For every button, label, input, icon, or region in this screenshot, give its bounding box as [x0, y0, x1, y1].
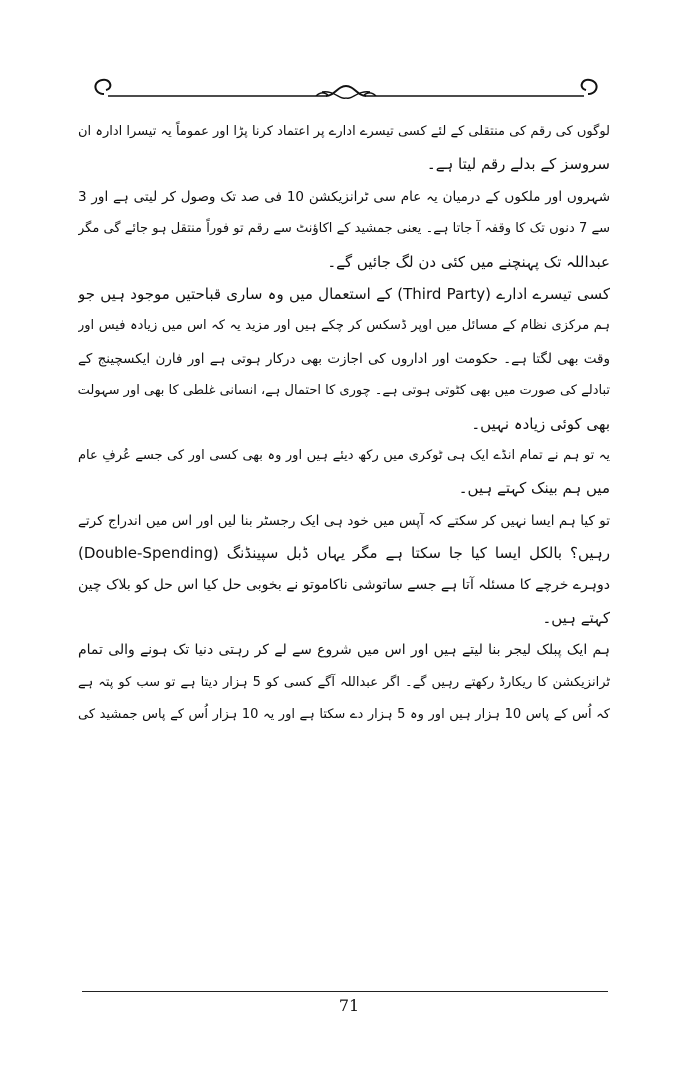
text-line: ٹرانزیکشن کا ریکارڈ رکھتے رہیں گے۔ اگر عبداللہ آگے کسی کو 5 ہزار دیتا ہے تو سب کو پتہ ہے — [78, 674, 610, 690]
paragraph — [78, 116, 610, 181]
text-line: میں ہم بینک کہتے ہیں۔ — [458, 479, 610, 498]
footer-divider — [82, 991, 608, 992]
text-line: کہتے ہیں۔ — [542, 608, 610, 627]
scroll-divider-icon — [90, 72, 602, 106]
text-line: عبداللہ تک پہنچنے میں کئی دن لگ جائیں گے۔ — [327, 252, 610, 271]
page-body-text — [78, 116, 610, 731]
text-line: دوہرے خرچے کا مسئلہ آتا ہے جسے ساتوشی ناکاموتو نے بخوبی حل کیا اس حل کو بلاک چین — [78, 577, 610, 594]
text-line: وقت بھی لگتا ہے۔ حکومت اور اداروں کی اجازت بھی درکار ہوتی ہے اور فارن ایکسچینج کے — [78, 350, 610, 367]
text-line: تبادلے کی صورت میں بھی کٹوتی ہوتی ہے۔ چوری کا احتمال ہے، انسانی غلطی کا بھی اور سہولت — [78, 383, 610, 399]
text-line: یہ تو ہم نے تمام انڈے ایک ہی ٹوکری میں رکھ دیئے ہیں اور وہ بھی کسی اور کی جسے عُرفِ عام — [78, 447, 610, 463]
text-line: بھی کوئی زیادہ نہیں۔ — [471, 414, 610, 433]
text-line: شہروں اور ملکوں کے درمیان یہ عام سی ٹرانزیکشن 10 فی صد تک وصول کر لیتی ہے اور 3 — [78, 188, 610, 205]
text-line: سے 7 دنوں تک کا وقفہ آ جاتا ہے۔ یعنی جمشید کے اکاؤنٹ سے رقم تو فوراً منتقل ہو جائے گی مگر — [78, 221, 610, 237]
page-number: 71 — [338, 996, 360, 1015]
text-line: ہم ایک پبلک لیجر بنا لیتے ہیں اور اس میں شروع سے لے کر رہتی دنیا تک ہونے والی تمام — [78, 642, 610, 659]
paragraph — [78, 440, 610, 505]
text-line: رہیں؟ بالکل ایسا کیا جا سکتا ہے مگر یہاں ڈبل سپینڈنگ (Double-Spending) — [78, 544, 610, 563]
text-line: ہم مرکزی نظام کے مسائل میں اوپر ڈسکس کر چکے ہیں اور مزید یہ کہ اس میں زیادہ فیس اور — [78, 318, 610, 334]
paragraph — [78, 181, 610, 278]
text-line: سروسز کے بدلے رقم لیتا ہے۔ — [426, 155, 610, 174]
text-line: کہ اُس کے پاس 10 ہزار ہیں اور وہ 5 ہزار دے سکتا ہے اور یہ 10 ہزار اُس کے پاس جمشید کی — [78, 707, 610, 723]
paragraph — [78, 278, 610, 440]
paragraph — [78, 505, 610, 635]
text-line: تو کیا ہم ایسا نہیں کر سکتے کہ آپس میں خود ہی ایک رجسٹر بنا لیں اور اس میں اندراج کرتے — [78, 512, 610, 529]
text-line: لوگوں کی رقم کی منتقلی کے لئے کسی تیسرے ادارے پر اعتماد کرنا پڑا اور عموماً یہ تیسرا ادارہ ان — [78, 124, 610, 139]
text-line: کسی تیسرے ادارے (Third Party) کے استعمال میں وہ ساری قباحتیں موجود ہیں جو — [78, 284, 610, 303]
paragraph — [78, 634, 610, 731]
